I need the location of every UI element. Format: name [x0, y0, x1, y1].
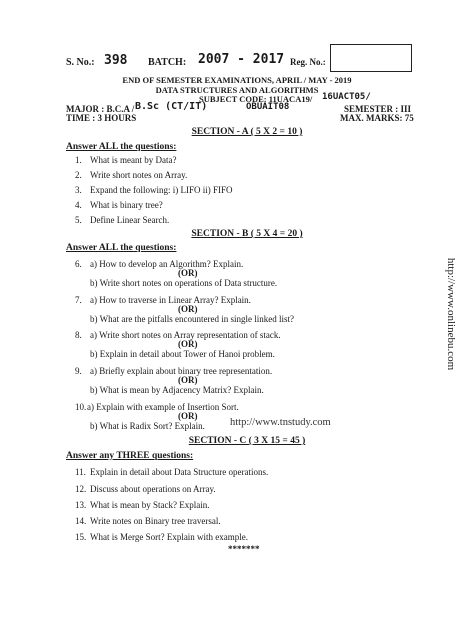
reg-label: Reg. No.: [290, 57, 326, 67]
list-item: 9. a) Briefly explain about binary tree representation. [75, 366, 273, 376]
list-item: 13. What is mean by Stack? Explain. [75, 500, 210, 510]
max-marks: MAX. MARKS: 75 [340, 113, 414, 123]
list-item: 12. Discuss about operations on Array. [75, 484, 216, 494]
or-label: (OR) [178, 339, 198, 349]
or-label: (OR) [178, 268, 198, 278]
subject-code-label: SUBJECT CODE: 11UACA19/ [199, 94, 313, 104]
list-item: b) What is Radix Sort? Explain. [90, 421, 205, 431]
batch-value: 2007 - 2017 [198, 52, 285, 67]
or-label: (OR) [178, 411, 198, 421]
list-item: 2. Write short notes on Array. [75, 170, 188, 180]
list-item: 11. Explain in detail about Data Structure operations. [75, 467, 269, 477]
list-item: 14. Write notes on Binary tree traversal. [75, 516, 221, 526]
list-item: 5. Define Linear Search. [75, 215, 170, 225]
list-item: b) What is mean by Adjacency Matrix? Explain. [90, 385, 264, 395]
list-item: b) What are the pitfalls encountered in single linked list? [90, 314, 295, 324]
exam-title: END OF SEMESTER EXAMINATIONS, APRIL / MAY - 2019 [122, 75, 352, 85]
or-label: (OR) [178, 304, 198, 314]
list-item: 15. What is Merge Sort? Explain with example. [75, 532, 249, 542]
section-a-instruction: Answer ALL the questions: [66, 142, 177, 152]
list-item: b) Write short notes on operations of Data structure. [90, 278, 278, 288]
semester: SEMESTER : III [344, 104, 412, 114]
or-label: (OR) [178, 375, 198, 385]
subject-title: DATA STRUCTURES AND ALGORITHMS [155, 85, 319, 95]
reg-number-box [330, 44, 412, 72]
batch-label: BATCH: [148, 57, 187, 68]
time: TIME : 3 HOURS [66, 113, 137, 123]
section-a-title: SECTION - A ( 5 X 2 = 10 ) [191, 127, 303, 137]
list-item: 7. a) How to traverse in Linear Array? Explain. [75, 295, 251, 305]
sno-value: 398 [104, 53, 128, 68]
subject-code-hand2: OBUAIT08 [246, 102, 290, 112]
sno-label: S. No.: [66, 57, 95, 68]
footer-mark: ******* [228, 544, 260, 554]
major-hand: B.Sc (CT/IT) [135, 101, 208, 112]
section-b-title: SECTION - B ( 5 X 4 = 20 ) [191, 229, 303, 239]
section-c-title: SECTION - C ( 3 X 15 = 45 ) [188, 436, 306, 446]
subject-code-hand: 16UACT05/ [322, 92, 371, 102]
list-item: b) Explain in detail about Tower of Hanoi problem. [90, 349, 275, 359]
section-b-instruction: Answer ALL the questions: [66, 243, 177, 253]
watermark-url: http://www.tnstudy.com [230, 417, 331, 428]
list-item: 10.a) Explain with example of Insertion Sort. [75, 402, 239, 412]
list-item: 4. What is binary tree? [75, 200, 163, 210]
list-item: 8. a) Write short notes on Array representation of stack. [75, 330, 281, 340]
list-item: 3. Expand the following: i) LIFO ii) FIFO [75, 185, 233, 195]
list-item: 6. a) How to develop an Algorithm? Explain. [75, 259, 244, 269]
section-c-instruction: Answer any THREE questions: [66, 451, 194, 461]
side-url-right: http://www.onlinebu.com [445, 257, 458, 371]
list-item: 1. What is meant by Data? [75, 155, 177, 165]
major-label: MAJOR : B.C.A / [66, 104, 135, 114]
